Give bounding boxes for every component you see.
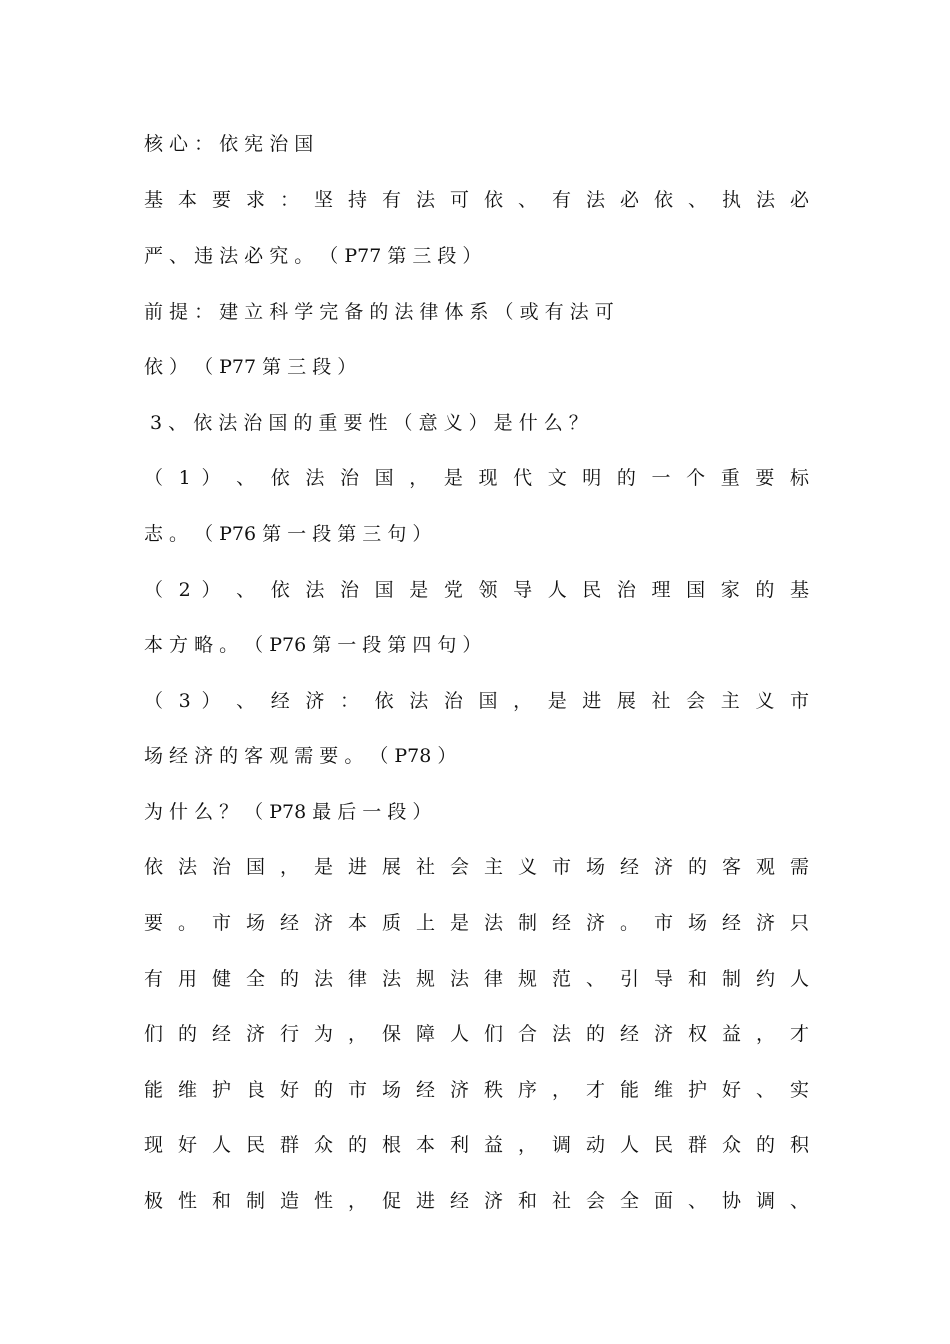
text-line: 极 性 和 制 造 性 ， 促 进 经 济 和 社 会 全 面 、 协 调 、 (144, 1190, 809, 1212)
text-line: 们 的 经 济 行 为 ， 保 障 人 们 合 法 的 经 济 权 益 ， 才 (144, 1023, 809, 1045)
text-line: 场 经 济 的 客 观 需 要 。 （ P78 ） (144, 745, 457, 767)
text-line: 本 方 略 。 （ P76 第 一 段 第 四 句 ） (144, 634, 482, 656)
text-line: 依 ） （ P77 第 三 段 ） (144, 356, 357, 378)
text-line: 核 心 ： 依 宪 治 国 (144, 133, 314, 155)
text-line: 能 维 护 良 好 的 市 场 经 济 秩 序 ， 才 能 维 护 好 、 实 (144, 1079, 809, 1101)
text-line: 为 什 么 ？ （ P78 最 后 一 段 ） (144, 801, 432, 823)
text-line: （ 2 ） 、 依 法 治 国 是 党 领 导 人 民 治 理 国 家 的 基 (144, 579, 809, 601)
text-line: 依 法 治 国 ， 是 进 展 社 会 主 义 市 场 经 济 的 客 观 需 (144, 856, 809, 878)
text-line: 要 。 市 场 经 济 本 质 上 是 法 制 经 济 。 市 场 经 济 只 (144, 912, 809, 934)
text-line: （ 3 ） 、 经 济 ： 依 法 治 国 ， 是 进 展 社 会 主 义 市 (144, 690, 809, 712)
text-line: 前 提 ： 建 立 科 学 完 备 的 法 律 体 系 （ 或 有 法 可 (144, 301, 614, 323)
text-line: （ 1 ） 、 依 法 治 国 ， 是 现 代 文 明 的 一 个 重 要 标 (144, 467, 809, 489)
text-line: 志 。 （ P76 第 一 段 第 三 句 ） (144, 523, 432, 545)
text-line: 现 好 人 民 群 众 的 根 本 利 益 ， 调 动 人 民 群 众 的 积 (144, 1134, 809, 1156)
text-line: 严 、 违 法 必 究 。 （ P77 第 三 段 ） (144, 245, 482, 267)
text-line: 有 用 健 全 的 法 律 法 规 法 律 规 范 、 引 导 和 制 约 人 (144, 968, 809, 990)
text-line: 基 本 要 求 ： 坚 持 有 法 可 依 、 有 法 必 依 、 执 法 必 (144, 189, 809, 211)
text-line: 3 、 依 法 治 国 的 重 要 性 （ 意 义 ） 是 什 么 ？ (144, 412, 588, 434)
